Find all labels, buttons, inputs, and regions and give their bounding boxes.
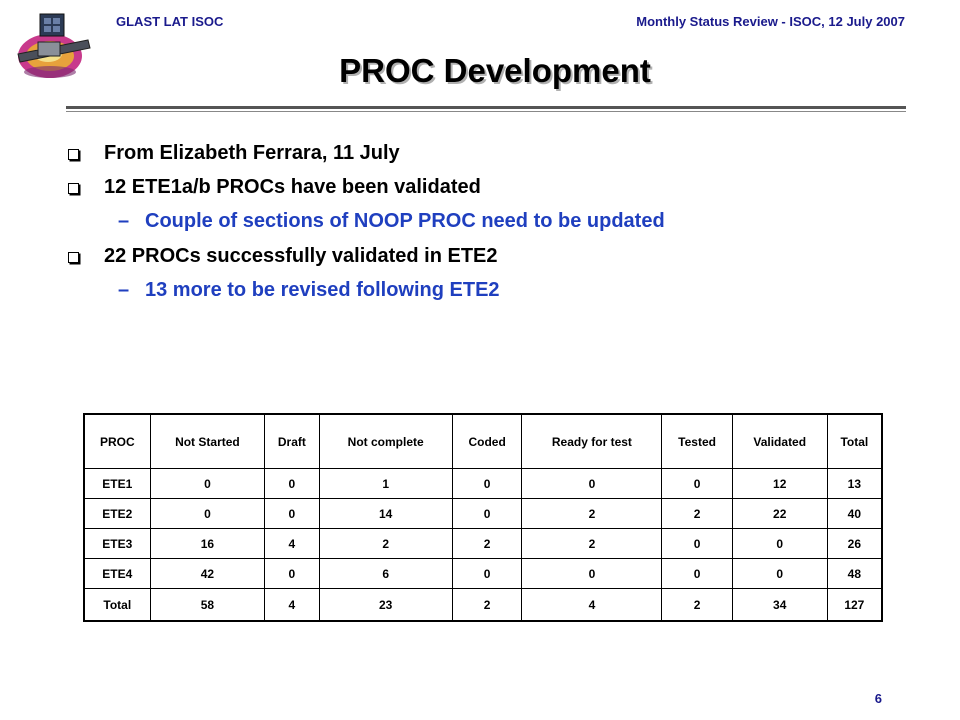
table-cell: 0 (265, 559, 319, 589)
table-cell: 0 (522, 469, 662, 499)
table-cell: ETE2 (84, 499, 150, 529)
column-header: Not complete (319, 414, 452, 469)
table-cell: 0 (150, 499, 265, 529)
table-cell: 2 (522, 499, 662, 529)
table-cell: 0 (522, 559, 662, 589)
table-cell: Total (84, 589, 150, 622)
table-cell: 2 (319, 529, 452, 559)
table-cell: 48 (827, 559, 882, 589)
table-row (84, 499, 882, 529)
sub-bullet-item (66, 208, 926, 243)
table-cell: 0 (150, 469, 265, 499)
column-header: Validated (732, 414, 827, 469)
header-left: GLAST LAT ISOC (116, 14, 224, 29)
table-cell: 12 (732, 469, 827, 499)
table-cell: ETE3 (84, 529, 150, 559)
table-cell: ETE4 (84, 559, 150, 589)
table-cell: 23 (319, 589, 452, 622)
table-cell: 42 (150, 559, 265, 589)
table-cell: 127 (827, 589, 882, 622)
table-cell: 0 (732, 559, 827, 589)
bullet-text: 22 PROCs successfully validated in ETE2 (104, 245, 498, 267)
table-cell: 0 (662, 559, 732, 589)
table-cell: 1 (319, 469, 452, 499)
sub-bullet-text: 13 more to be revised following ETE2 (145, 279, 500, 301)
table-cell: 0 (265, 499, 319, 529)
table-cell: 2 (662, 589, 732, 622)
table-cell: 14 (319, 499, 452, 529)
bullet-item (66, 243, 926, 277)
table-cell: 0 (662, 529, 732, 559)
page-number: 6 (874, 691, 882, 706)
column-header: Draft (265, 414, 319, 469)
title-rule-thin (66, 111, 906, 112)
table-cell: 2 (662, 499, 732, 529)
table-cell: 4 (522, 589, 662, 622)
bullet-item (66, 174, 926, 208)
proc-status-table (83, 413, 883, 622)
table-cell: 2 (452, 589, 522, 622)
title-rule (66, 106, 906, 109)
column-header: Coded (452, 414, 522, 469)
table-cell: 2 (522, 529, 662, 559)
table-cell: 0 (452, 559, 522, 589)
table-cell: 0 (452, 499, 522, 529)
table-header-row (84, 414, 882, 469)
table-cell: 0 (662, 469, 732, 499)
bullet-item (66, 140, 926, 174)
table-cell: 22 (732, 499, 827, 529)
checkbox-bullet-icon (68, 183, 79, 194)
table-cell: 16 (150, 529, 265, 559)
table-cell: 26 (827, 529, 882, 559)
table-cell: 58 (150, 589, 265, 622)
page-title: PROC Development (339, 52, 651, 89)
column-header: PROC (84, 414, 150, 469)
table-cell: 0 (265, 469, 319, 499)
table-cell: 34 (732, 589, 827, 622)
table-row (84, 469, 882, 499)
table-cell: 13 (827, 469, 882, 499)
table-cell: 40 (827, 499, 882, 529)
column-header: Total (827, 414, 882, 469)
table-row (84, 559, 882, 589)
header-right: Monthly Status Review - ISOC, 12 July 2007 (636, 14, 905, 29)
checkbox-bullet-icon (68, 149, 79, 160)
dash-bullet-icon: – (118, 279, 130, 301)
sub-bullet-text: Couple of sections of NOOP PROC need to be updated (145, 210, 665, 232)
table-cell: ETE1 (84, 469, 150, 499)
column-header: Ready for test (522, 414, 662, 469)
bullet-text: 12 ETE1a/b PROCs have been validated (104, 176, 481, 198)
dash-bullet-icon: – (118, 210, 130, 232)
checkbox-bullet-icon (68, 252, 79, 263)
bullet-text: From Elizabeth Ferrara, 11 July (104, 142, 400, 164)
table-cell: 6 (319, 559, 452, 589)
column-header: Not Started (150, 414, 265, 469)
table-cell: 2 (452, 529, 522, 559)
table-cell: 4 (265, 529, 319, 559)
column-header: Tested (662, 414, 732, 469)
table-cell: 0 (452, 469, 522, 499)
table-total-row (84, 589, 882, 622)
table-cell: 4 (265, 589, 319, 622)
sub-bullet-item (66, 277, 926, 312)
bullet-list (66, 140, 926, 312)
table-cell: 0 (732, 529, 827, 559)
table-row (84, 529, 882, 559)
